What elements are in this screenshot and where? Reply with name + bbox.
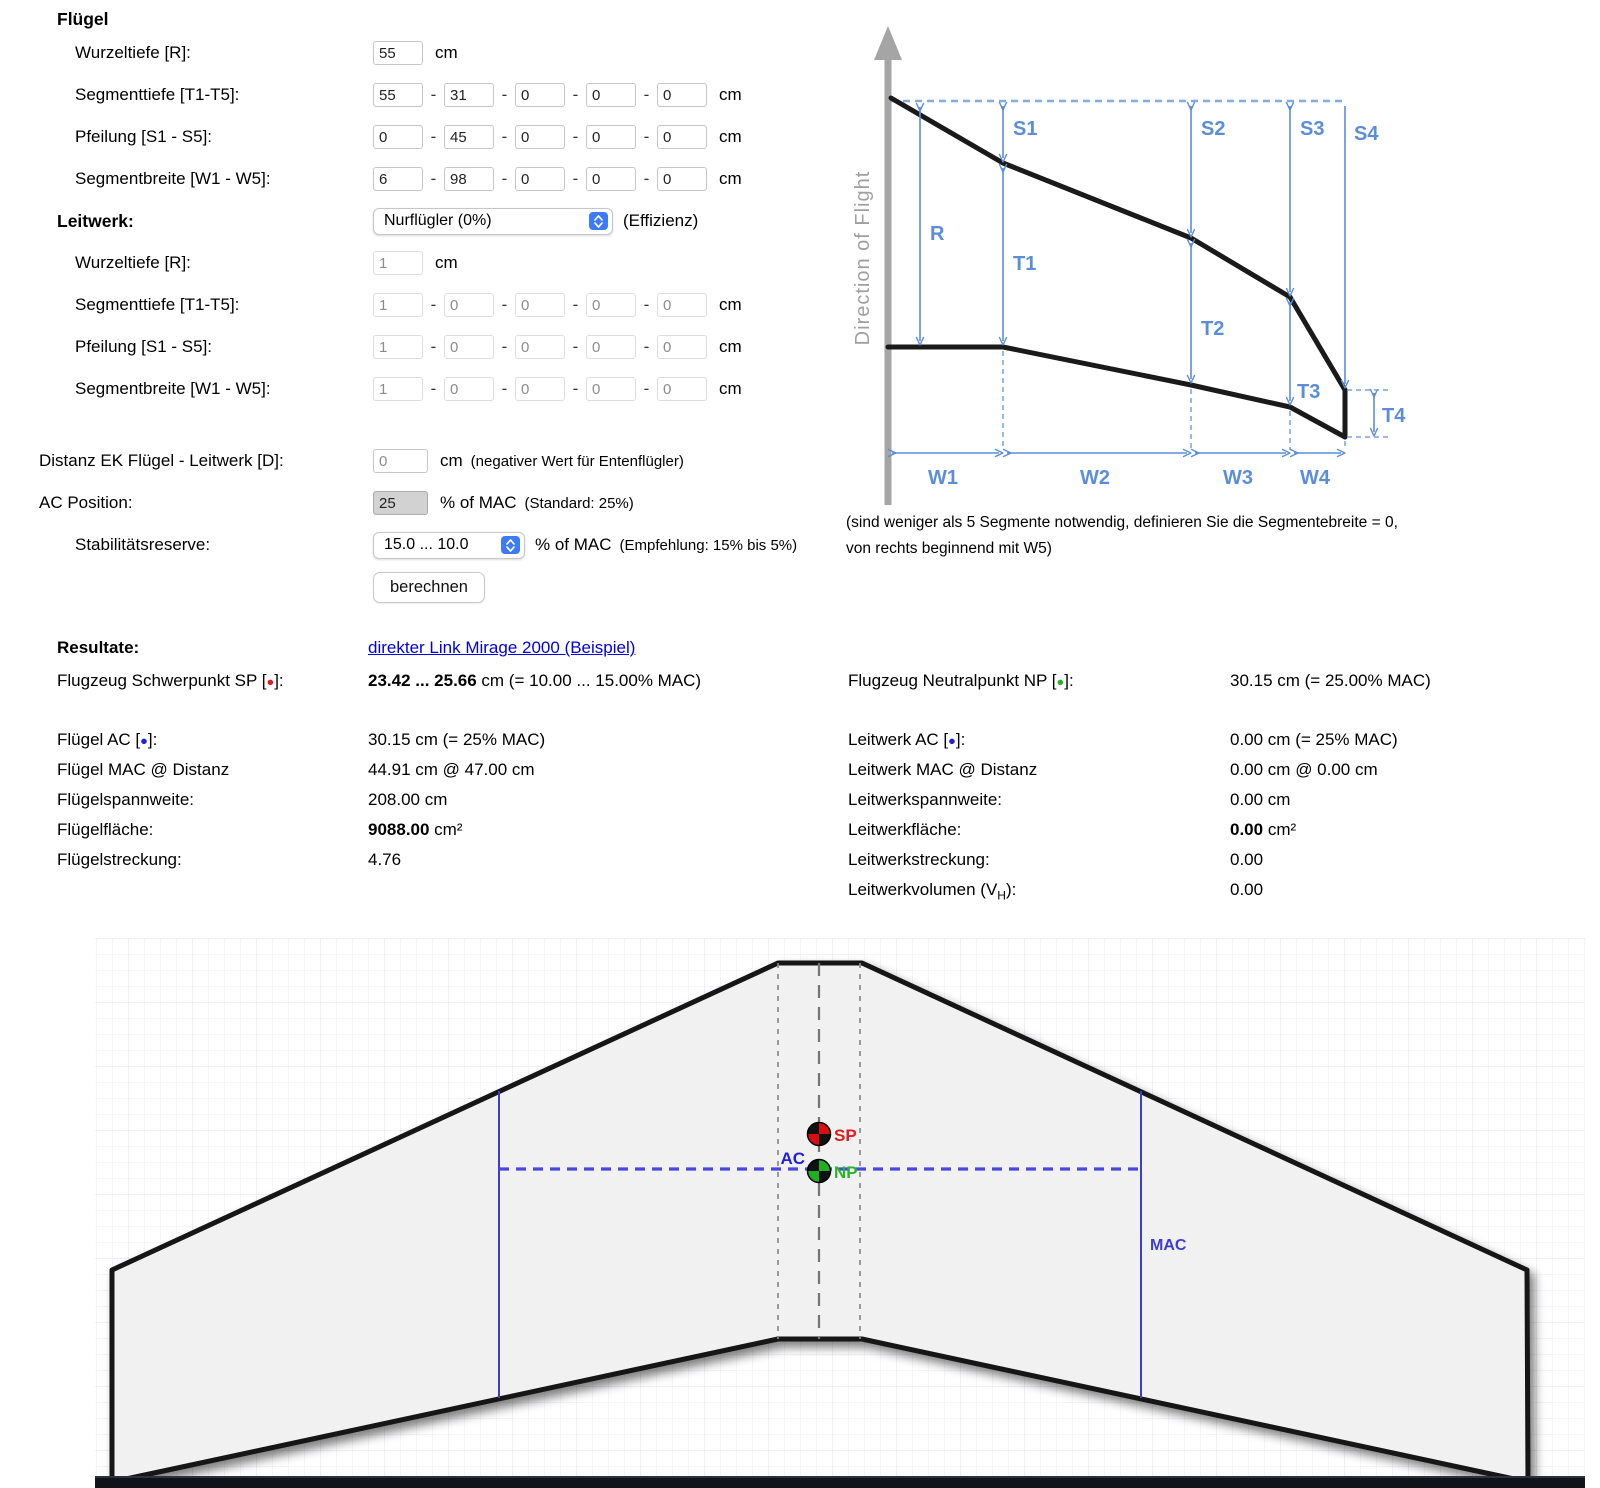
dash-separator: - [501,337,508,356]
dash-separator: - [430,127,437,146]
dash-separator: - [430,295,437,314]
dash-separator: - [643,379,650,398]
select-stepper-icon [501,536,520,554]
wing-w1-input[interactable] [373,167,423,191]
ac-text-label: AC [780,1149,805,1168]
tail-root-chord-label: Wurzeltiefe [R]: [75,253,191,272]
wing-t5-input[interactable] [657,83,707,107]
tail-w1-input[interactable] [373,377,423,401]
segment-diagram [845,8,1415,510]
select-stepper-icon [589,212,608,230]
dash-separator: - [643,295,650,314]
np-value: 30.15 cm (= 25.00% MAC) [1230,671,1431,690]
tail-section-heading: Leitwerk: [57,210,134,231]
dash-separator: - [643,169,650,188]
tail-root-chord-input[interactable] [373,251,423,275]
wing-w5-input[interactable] [657,167,707,191]
direction-of-flight-label: Direction of Flight [852,170,874,346]
w2-label: W2 [1080,467,1110,489]
segment-note-line1: (sind weniger als 5 Segmente notwendig, definieren Sie die Segmentebreite = 0, [846,514,1398,531]
unit-label: cm [719,169,742,188]
w1-label: W1 [928,467,958,489]
tail-ac-value: 0.00 cm (= 25% MAC) [1230,730,1398,749]
wing-area-value: 9088.00 cm² [368,820,463,839]
calculate-button[interactable]: berechnen [373,572,485,603]
s4-label: S4 [1354,123,1379,145]
wing-w3-input[interactable] [515,167,565,191]
example-link[interactable]: direkter Link Mirage 2000 (Beispiel) [368,638,636,657]
wing-segment-chord-label: Segmenttiefe [T1-T5]: [75,85,240,104]
tail-root-chord-row [57,242,857,284]
tail-segment-chord-row [57,284,857,326]
distance-note: (negativer Wert für Entenflügler) [470,452,684,470]
dash-separator: - [572,169,579,188]
tail-w5-input[interactable] [657,377,707,401]
np-marker [808,1160,831,1183]
tail-s5-input[interactable] [657,335,707,359]
dash-separator: - [501,295,508,314]
dash-separator: - [501,85,508,104]
t1-label: T1 [1013,253,1037,275]
segment-note-line2: von rechts beginnend mit W5) [846,539,1052,557]
unit-label: cm [719,379,742,398]
ac-dot-icon: ● [948,733,956,748]
wing-t4-input[interactable] [586,83,636,107]
dash-separator: - [643,127,650,146]
results-heading: Resultate: [57,638,140,657]
tail-span-label: Leitwerkspannweite: [848,790,1003,809]
tail-area-value: 0.00 cm² [1230,820,1297,839]
diagram-wing-outline [888,98,1345,437]
dash-separator: - [501,379,508,398]
tail-mac-value: 0.00 cm @ 0.00 cm [1230,760,1378,779]
dash-separator: - [572,337,579,356]
wing-s5-input[interactable] [657,125,707,149]
t3-label: T3 [1297,381,1321,403]
wing-mac-value: 44.91 cm @ 47.00 cm [368,760,535,779]
tail-type-select[interactable] [373,208,613,235]
t2-label: T2 [1201,318,1225,340]
mac-text-label: MAC [1150,1237,1187,1254]
wing-s3-input[interactable] [515,125,565,149]
stability-row [57,524,857,566]
tail-type-select-value: Nurflügler (0%) [384,212,492,229]
wing-section-heading: Flügel [57,8,109,29]
stability-unit: % of MAC [535,535,612,554]
tail-sweep-row [57,326,857,368]
wing-root-chord-row [57,32,857,74]
sp-value: 23.42 ... 25.66 cm (= 10.00 ... 15.00% MAC) [368,671,702,690]
ac-dot-icon: ● [140,733,148,748]
tail-t4-input[interactable] [586,293,636,317]
tail-sweep-label: Pfeilung [S1 - S5]: [75,337,213,356]
wing-s4-input[interactable] [586,125,636,149]
w3-label: W3 [1223,467,1253,489]
tail-type-row [57,200,857,242]
stability-note: (Empfehlung: 15% bis 5%) [619,536,798,554]
wing-w4-input[interactable] [586,167,636,191]
ac-position-label: AC Position: [39,493,133,512]
wing-area-label: Flügelfläche: [57,820,154,839]
results-section [57,638,1577,910]
parameter-form [39,6,857,608]
np-dot-icon: ● [1056,674,1065,689]
wing-w2-input[interactable] [444,167,494,191]
s2-label: S2 [1201,118,1226,140]
ac-position-row [39,482,857,524]
tail-segment-width-label: Segmentbreite [W1 - W5]: [75,379,271,398]
wing-segment-chord-row [57,74,857,116]
wing-aspect-label: Flügelstreckung: [57,850,182,869]
tail-span-value: 0.00 cm [1230,790,1291,809]
tail-t2-input[interactable] [444,293,494,317]
w4-label: W4 [1300,467,1330,489]
stability-label: Stabilitätsreserve: [75,535,211,554]
s1-label: S1 [1013,118,1038,140]
dash-separator: - [430,379,437,398]
dash-separator: - [501,169,508,188]
tail-s4-input[interactable] [586,335,636,359]
tail-t5-input[interactable] [657,293,707,317]
tail-area-label: Leitwerkfläche: [848,820,962,839]
wing-t2-input[interactable] [444,83,494,107]
wing-sweep-label: Pfeilung [S1 - S5]: [75,127,213,146]
unit-label: cm [719,337,742,356]
s3-label: S3 [1300,118,1325,140]
tail-s2-input[interactable] [444,335,494,359]
wing-sweep-row [57,116,857,158]
tail-s3-input[interactable] [515,335,565,359]
unit-label: cm [440,451,463,470]
ac-position-input[interactable] [373,491,428,515]
np-label: Flugzeug Neutralpunkt NP [●]: [848,671,1074,690]
sp-text-label: SP [834,1126,857,1145]
distance-input[interactable] [373,449,428,473]
wing-s1-input[interactable] [373,125,423,149]
tail-w2-input[interactable] [444,377,494,401]
tail-w3-input[interactable] [515,377,565,401]
dash-separator: - [572,379,579,398]
sp-marker [808,1123,831,1146]
tail-mac-label: Leitwerk MAC @ Distanz [848,760,1038,779]
sp-label: Flugzeug Schwerpunkt SP [●]: [57,671,284,690]
dash-separator: - [430,85,437,104]
dash-separator: - [643,85,650,104]
tail-ac-label: Leitwerk AC [●]: [848,730,966,749]
wing-root-chord-input[interactable] [373,41,423,65]
sp-dot-icon: ● [266,674,275,689]
tail-segment-chord-label: Segmenttiefe [T1-T5]: [75,295,240,314]
ac-position-note: (Standard: 25%) [524,494,634,512]
dash-separator: - [501,127,508,146]
stability-select[interactable] [373,532,525,559]
stability-select-value: 15.0 ... 10.0 [384,536,469,553]
tail-aspect-value: 0.00 [1230,850,1264,869]
tail-efficiency-note: (Effizienz) [623,211,699,230]
r-label: R [930,223,945,245]
tail-t3-input[interactable] [515,293,565,317]
unit-label: cm [435,253,458,272]
wing-t1-input[interactable] [373,83,423,107]
tail-s1-input[interactable] [373,335,423,359]
tail-volume-label: Leitwerkvolumen $(V_H)$: [848,880,1017,903]
wing-mac-label: Flügel MAC @ Distanz [57,760,230,779]
dash-separator: - [572,127,579,146]
t4-label: T4 [1382,405,1406,427]
wing-segment-width-row [57,158,857,200]
wing-span-label: Flügelspannweite: [57,790,195,809]
dash-separator: - [430,169,437,188]
distance-label: Distanz EK Flügel - Leitwerk [D]: [39,451,284,470]
wing-s2-input[interactable] [444,125,494,149]
tail-aspect-label: Leitwerkstreckung: [848,850,990,869]
unit-label: cm [719,295,742,314]
dash-separator: - [643,337,650,356]
dash-separator: - [430,337,437,356]
wing-aspect-value: 4.76 [368,850,402,869]
dash-separator: - [572,295,579,314]
segment-note [846,510,1506,561]
planform-drawing [0,938,1600,1488]
wing-segment-width-label: Segmentbreite [W1 - W5]: [75,169,271,188]
wing-t3-input[interactable] [515,83,565,107]
unit-label: cm [719,85,742,104]
wing-root-chord-label: Wurzeltiefe [R]: [75,43,191,62]
wing-span-value: 208.00 cm [368,790,448,809]
unit-label: % of MAC [440,493,517,512]
wing-ac-value: 30.15 cm (= 25% MAC) [368,730,546,749]
dash-separator: - [572,85,579,104]
distance-row [39,440,857,482]
unit-label: cm [435,43,458,62]
tail-volume-value: 0.00 [1230,880,1264,899]
wing-ac-label: Flügel AC [●]: [57,730,158,749]
tail-t1-input[interactable] [373,293,423,317]
bottom-dark-band-highlight [95,1476,1585,1478]
tail-segment-width-row [57,368,857,410]
tail-w4-input[interactable] [586,377,636,401]
unit-label: cm [719,127,742,146]
np-text-label: NP [834,1163,858,1182]
